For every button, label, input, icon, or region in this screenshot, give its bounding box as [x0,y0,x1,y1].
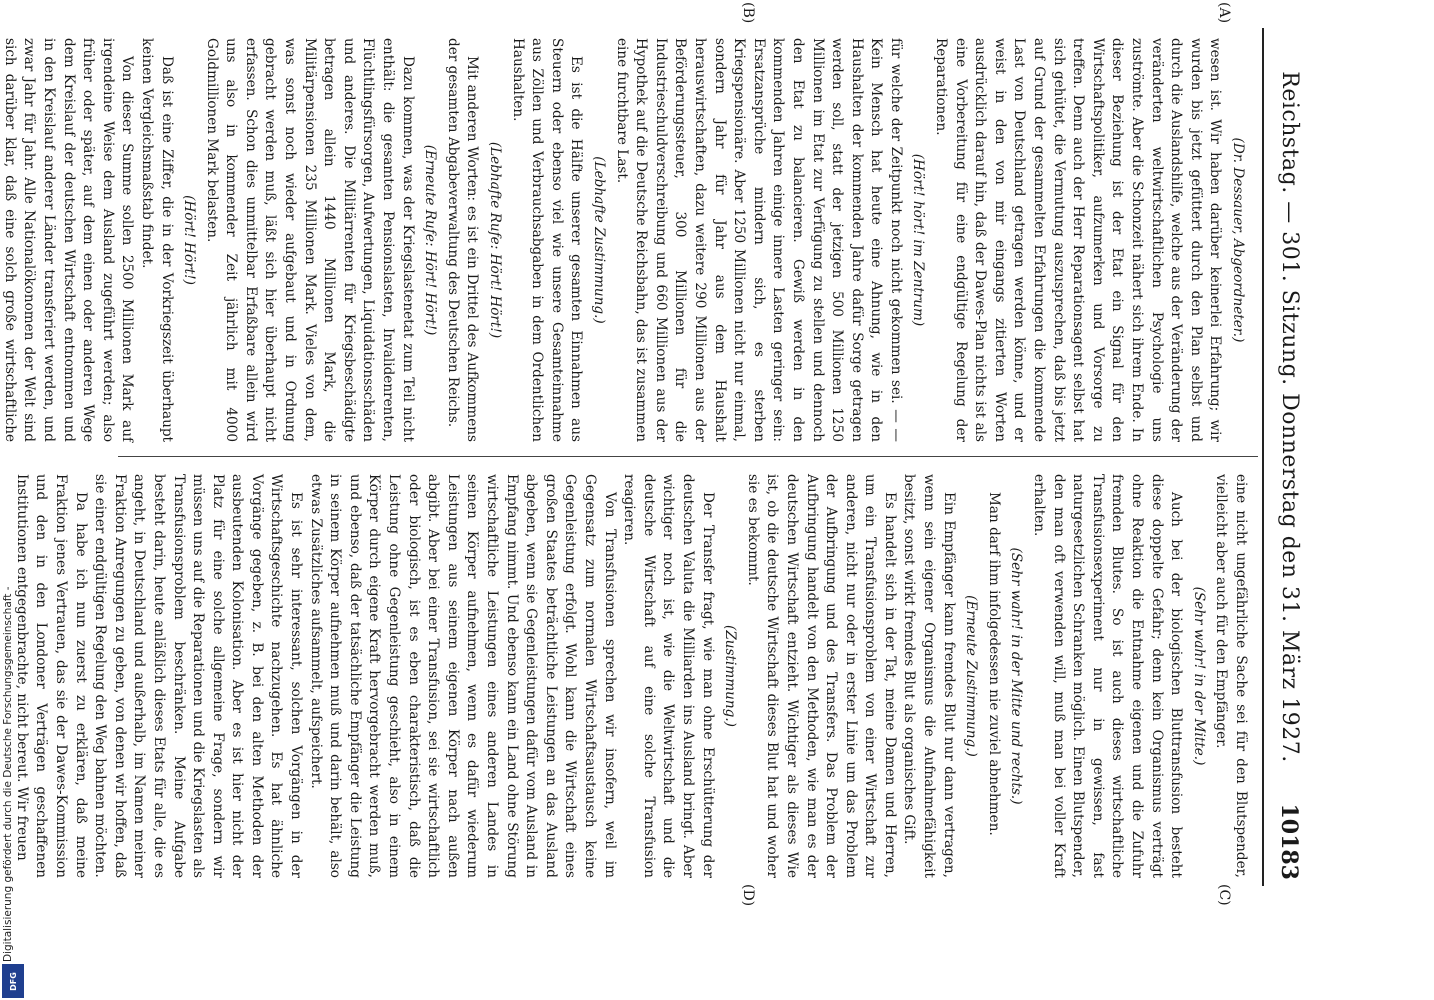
interjection: (Hört! hört! im Zentrum) [910,153,927,327]
paragraph: für welche der Zeitpunkt noch nicht gekommen sei. — — Kein Mensch hat heute eine Ahnung, wie in den Haushalten der kommenden Jahre dafür Sorge getragen werden soll, statt der jetzigen 500 Millionen 1250 Millionen im Etat zur Verfügung zu stellen und dennoch den Etat zu balancieren. Gewiß werden in den kommenden Jahren einige innere Lasten geringer sein: Ersatzansprüche mindern sich, es sterben Kriegspensionäre. Aber 1250 Millionen nicht nur einmal, sondern Jahr für Jahr aus dem Haushalt herauswirtschaften, dazu weitere 290 Millionen aus der Beförderungssteuer, 300 Millionen für die Industrieschuldverschreibung und 660 Millionen aus der Hypothek auf die Deutsche Reichsbahn, das ist zusammen eine furchtbare Last. [613,38,904,442]
interjection: (Erneute Zustimmung.) [963,595,980,757]
column-divider [118,456,1258,457]
paragraph: Daß ist eine Ziffer, die in der Vorkriegszeit überhaupt keinen Vergleichsmaßstab findet. [138,38,175,442]
right-column [11,474,1250,878]
paragraph: Man darf ihm infolgedessen nie zuviel abnehmen. [985,492,1002,836]
margin-marker-a: (A) [1216,2,1232,24]
paragraph: Ein Empfänger kann fremdes Blut nur dann vertragen, wenn sein eigener Organismus die Aufnahmefähigkeit besitzt, sonst wirkt fremdes Blut als organisches Gift. [901,474,957,878]
interjection: (Hört! Hört!) [181,195,198,285]
interjection: (Sehr wahr! in der Mitte.) [1190,586,1207,766]
paragraph: Auch bei der biologischen Bluttransfusion besteht diese doppelte Gefahr; denn kein Organismus verträgt ohne Reaktion die Entnahme eigenen und die Zufuhr fremden Blutes. So ist auch dieses wirtschaftliche Transfusionsexperiment nur in gewissen, fast naturgesetzlichen Schranken möglich. Einen Blutspender, den man oft verwenden will, muß man bei voller Kraft erhalten. [1031,474,1185,878]
interjection: (Lebhafte Rufe: Hört! Hört!) [487,141,504,339]
paragraph: Dazu kommen, was der Kriegslastenetat zum Teil nicht enthält: die gesamten Pensionslasten, Invalidenrenten, Flüchtlingsfürsorgen, Aufwertungen, Liquidationsschäden und anderes. Die Militärrenten für Kriegsbeschädigte betragen allein 1440 Millionen Mark, die Militärpensionen 235 Millionen Mark. Vieles von dem, was sonst noch wieder aufgebaut und in Ordnung gebracht werden muß, läßt sich hier überhaupt nicht erfassen. Schon dies unmittelbar Erfaßbare allein wird uns also in kommender Zeit jährlich mit 4000 Goldmillionen Mark belasten. [203,38,416,442]
interjection: (Erneute Rufe: Hört! Hört!) [422,144,439,336]
margin-marker-b: (B) [740,2,756,24]
paragraph: Von dieser Summe sollen 2500 Millionen Mark auf irgendeine Weise dem Ausland zugeführt werden; also früher oder später, auf dem einen oder anderen Wege dem Kreislauf der deutschen Wirtschaft entnommen und in den Kreislauf anderer Länder transferiert werden, und zwar Jahr für Jahr. Alle Nationalökonomen der Welt sind sich darüber klar, daß eine solch große wirtschaftliche [1,38,136,442]
speaker-line: (Dr. Dessauer, Abgeordneter.) [1230,137,1246,343]
paragraph: eine nicht ungefährliche Sache sei für den Blutspender, vielleicht aber auch für den Empfänger. [1213,474,1249,878]
paragraph: Es ist die Hälfte unserer gesamten Einnahmen aus Steuern oder ebenso viel wie unsere Gesamteinnahme aus Zöllen und Verbrauchsabgaben in dem Ordentlichen Haushalten. [509,38,585,442]
paragraph: Da habe ich nun zuerst zu erklären, daß meine Fraktion jenes Vertrauen, das sie der Dawes-Kommission und den in den Londoner Verträgen geschaffenen Institutionen entgegenbrachte, nicht bereut. Wir freuen [13,474,89,878]
interjection: (Zustimmung.) [722,625,739,727]
margin-marker-c: (C) [1216,884,1232,906]
interjection: (Lebhafte Zustimmung.) [591,156,607,324]
header-rule [1262,28,1264,886]
margin-marker-d: (D) [740,884,756,907]
digitization-attribution: Digitalisierung gefördert durch die Deutsche Forschungsgemeinschaft - [2,586,14,962]
page-header [1264,28,1306,886]
paragraph: Von Transfusionen sprechen wir insofern, weil im Gegensatz zum normalen Wirtschaftsaustausch keine Gegenleistung erfolgt. Wohl kann die Wirtschaft eines großen Staates beträchtliche Leistungen an das Ausland abgeben, wenn sie Gegenleistungen dafür vom Ausland in Empfang nimmt. Und ebenso kann ein Land ohne Störung wirtschaftliche Leistungen eines anderen Landes in seinen Körper aufnehmen, wenn es dafür wiederum Leistungen aus seinem eigenen Körper nach außen abgibt. Aber bei einer Transfusion, sei sie wirtschaftlich oder biologisch, ist es eben charakteristisch, daß die Leistung ohne Gegenleistung geschieht, also in einem Körper durch eigene Kraft hervorgebracht werden muß, und ebenso, daß der tatsächliche Empfänger die Leistung in seinem Körper aufnehmen muß und darin behält, also etwas Zusätzliches aufsammelt, aufspeichert. [307,474,618,878]
interjection: (Sehr wahr! in der Mitte und rechts.) [1008,547,1025,805]
page-number: 10183 [1276,803,1302,880]
left-column [0,38,1250,442]
paragraph: Der Transfer fragt, wie man ohne Erschütterung der deutschen Valuta die Milliarden ins Ausland bringt. Aber wichtiger noch ist, wie die Weltwirtschaft und die deutsche Wirtschaft auf eine solche Transfusion reagieren. [621,474,716,878]
running-title: Reichstag. — 301. Sitzung. Donnerstag den 31. März 1927. [1277,71,1302,763]
paragraph: Es handelt sich in der Tat, meine Damen und Herren, um ein Transfusionsproblem von einer Wirtschaft zur anderen, nicht nur oder in erster Linie um das Problem der Aufbringung und des Transfers. Das Problem der Aufbringung handelt von den Methoden, wie man es der deutschen Wirtschaft entzieht. Wichtiger als dieses Wie ist, ob die deutsche Wirtschaft dieses Blut hat und woher sie es bekommt. [744,474,898,878]
dfg-logo: DFG [2,964,24,998]
paragraph: Mit anderen Worten: es ist ein Drittel des Aufkommens der gesamten Abgabeverwaltung des Deutschen Reichs. [444,38,481,442]
paragraph: wesen ist. Wir haben darüber keinerlei Erfahrung; wir wurden bis jetzt gefüttert durch den Plan selbst und durch die Auslandshilfe, welche aus der Veränderung der veränderten weltwirtschaftlichen Psychologie uns zuströmte. Aber die Schonzeit nähert sich ihrem Ende. In dieser Beziehung ist der Etat ein Signal für den Wirtschaftspolitiker, aufzumerken und Vorsorge zu treffen. Denn auch der Herr Reparationsagent selbst hat sich gehütet, die Vermutung auszusprechen, daß bis jetzt auf Grund der gesammelten Erfahrungen die kommende Last von Deutschland getragen werden könne, und er weist in den von mir eingangs zitierten Worten ausdrücklich darauf hin, daß der Dawes-Plan nichts ist als eine Vorbereitung für eine endgültige Regelung der Reparationen. [933,38,1224,442]
paragraph: Es ist sehr interessant, solchen Vorgängen in der Wirtschaftsgeschichte nachzugehen. Es hat ähnliche Vorgänge gegeben, z. B. bei den alten Methoden der ausbeutenden Kolonisation. Aber es ist hier nicht der Platz für eine solche allgemeine Frage, sondern wir müssen uns auf die Reparationen und die Kriegslasten als Transfusionsproblem beschränken. Meine Aufgabe besteht darin, heute anläßlich dieses Etats für alle, die es angeht, in Deutschland und außerhalb, im Namen meiner Fraktion Anregungen zu geben, von denen wir hoffen, daß sie einer endgültigen Regelung den Weg bahnen möchten. [92,474,305,878]
